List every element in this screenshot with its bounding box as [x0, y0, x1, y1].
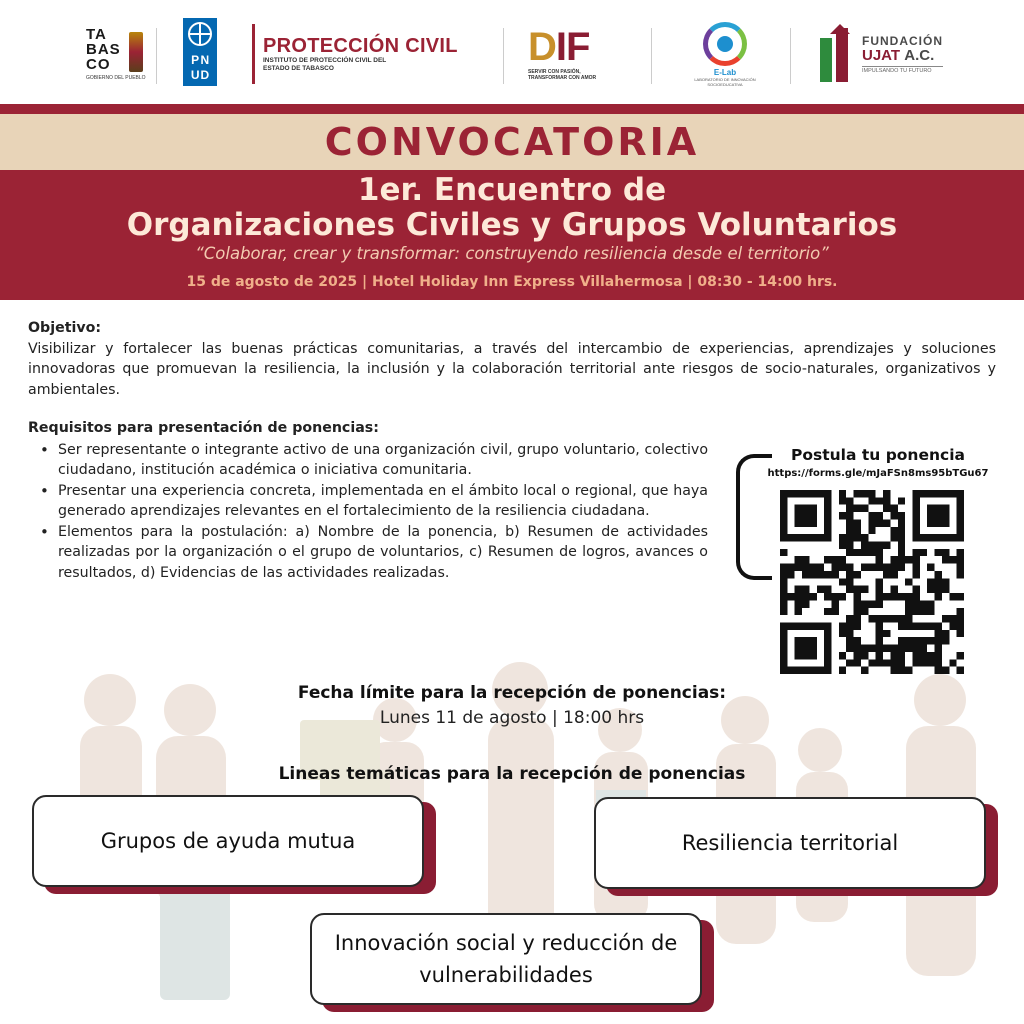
- elab-ring-icon: [703, 22, 747, 66]
- qr-code[interactable]: [780, 490, 964, 674]
- elab-subtitle: LABORATORIO DE INNOVACIÓN SOCIOEDUCATIVA: [694, 76, 756, 87]
- event-slogan: “Colaborar, crear y transformar: construyendo resiliencia desde el territorio”: [195, 244, 829, 263]
- objetivo-heading: Objetivo:: [28, 320, 102, 336]
- pnud-letters: [191, 53, 209, 82]
- dif-subtitle: SERVIR CON PASIÓN, TRANSFORMAR CON AMOR: [528, 69, 597, 81]
- requisito-item: • Elementos para la postulación: a) Nombre de la ponencia, b) Resumen de actividades realizadas por la organización o el grupo de voluntarios, c) Resumen de logros, avances o resultados, d) Evidencias de las actividades realizadas.: [28, 522, 708, 584]
- proteccion-civil-logo: [252, 24, 458, 84]
- pnud-letter: N: [200, 53, 210, 67]
- pnud-letter: P: [191, 53, 200, 67]
- tabasco-line-1: TA: [86, 26, 107, 43]
- convocatoria-heading: CONVOCATORIA: [324, 120, 700, 164]
- convocatoria-band: [0, 114, 1024, 170]
- postula-title: Postula tu ponencia: [791, 446, 965, 464]
- event-title-line-2: Organizaciones Civiles y Grupos Voluntarios: [126, 207, 898, 243]
- logo-divider: [790, 28, 791, 84]
- deadline-heading: Fecha límite para la recepción de ponencias:: [297, 683, 727, 703]
- requisitos-heading: Requisitos para presentación de ponencias:: [28, 420, 379, 436]
- deadline-value: Lunes 11 de agosto | 18:00 hrs: [379, 708, 645, 728]
- un-globe-icon: [188, 22, 212, 46]
- theme-card-label: Resiliencia territorial: [681, 831, 899, 855]
- ujat-tagline: IMPULSANDO TU FUTURO: [862, 66, 943, 74]
- logo-divider: [651, 28, 652, 84]
- theme-card-label: Innovación social y reducción de vulnerabilidades: [334, 931, 678, 987]
- tabasco-logo: [86, 18, 146, 90]
- header-top-band: [0, 104, 1024, 114]
- theme-card-ayuda-mutua: [32, 795, 424, 887]
- lineas-heading: Lineas temáticas para la recepción de ponencias: [278, 764, 746, 784]
- theme-card-innovacion: [310, 913, 702, 1005]
- requisitos-section: [28, 418, 708, 583]
- ujat-fundacion: FUNDACIÓN: [862, 33, 943, 48]
- logo-divider: [156, 28, 157, 84]
- tabasco-emblem-icon: [129, 32, 143, 72]
- proteccion-civil-subtitle: INSTITUTO DE PROTECCIÓN CIVIL DEL ESTADO DE TABASCO: [263, 57, 387, 72]
- elab-title: E-Lab: [713, 67, 737, 77]
- requisito-item: • Ser representante o integrante activo de una organización civil, grupo voluntario, colectivo ciudadano, institución académica o iniciativa comunitaria.: [28, 440, 708, 481]
- postula-url-link[interactable]: https://forms.gle/mJaFSn8ms95bTGu67: [767, 468, 989, 479]
- objetivo-section: [28, 318, 996, 400]
- tabasco-line-2: BAS: [86, 41, 121, 58]
- event-dateline: 15 de agosto de 2025 | Hotel Holiday Inn Express Villahermosa | 08:30 - 14:00 hrs.: [186, 274, 838, 290]
- theme-card-resiliencia: [594, 797, 986, 889]
- tabasco-line-3: CO: [86, 56, 111, 73]
- ujat-logo: [818, 18, 943, 90]
- pnud-letter: D: [200, 68, 210, 82]
- pnud-logo: [183, 18, 217, 86]
- ujat-mark-icon: [818, 24, 854, 84]
- requisito-item: • Presentar una experiencia concreta, implementada en el ámbito local o regional, que haya generado aprendizajes relevantes en el fortalecimiento de la resiliencia ciudadana.: [28, 481, 708, 522]
- theme-card-label: Grupos de ayuda mutua: [100, 829, 356, 853]
- dif-logo: [528, 18, 608, 90]
- event-title-line-1: 1er. Encuentro de: [357, 172, 667, 208]
- dif-wordmark: DIF: [528, 25, 590, 69]
- proteccion-civil-title: PROTECCIÓN CIVIL: [263, 35, 458, 57]
- objetivo-text: Visibilizar y fortalecer las buenas prácticas comunitarias, a través del intercambio de experiencias, aprendizajes y soluciones innovadoras que promuevan la resiliencia, la inclusión y la colaboración territorial ante riesgos de socio-naturales, organizativos y ambientales.: [28, 340, 996, 398]
- pnud-letter: U: [190, 68, 200, 82]
- elab-logo: [690, 18, 760, 90]
- logo-divider: [503, 28, 504, 84]
- requisitos-list: [28, 440, 708, 584]
- event-title-band: [0, 170, 1024, 300]
- logo-bar: [0, 0, 1024, 104]
- ujat-name: UJAT A.C.: [862, 46, 935, 64]
- tabasco-subtitle: GOBIERNO DEL PUEBLO: [86, 75, 146, 81]
